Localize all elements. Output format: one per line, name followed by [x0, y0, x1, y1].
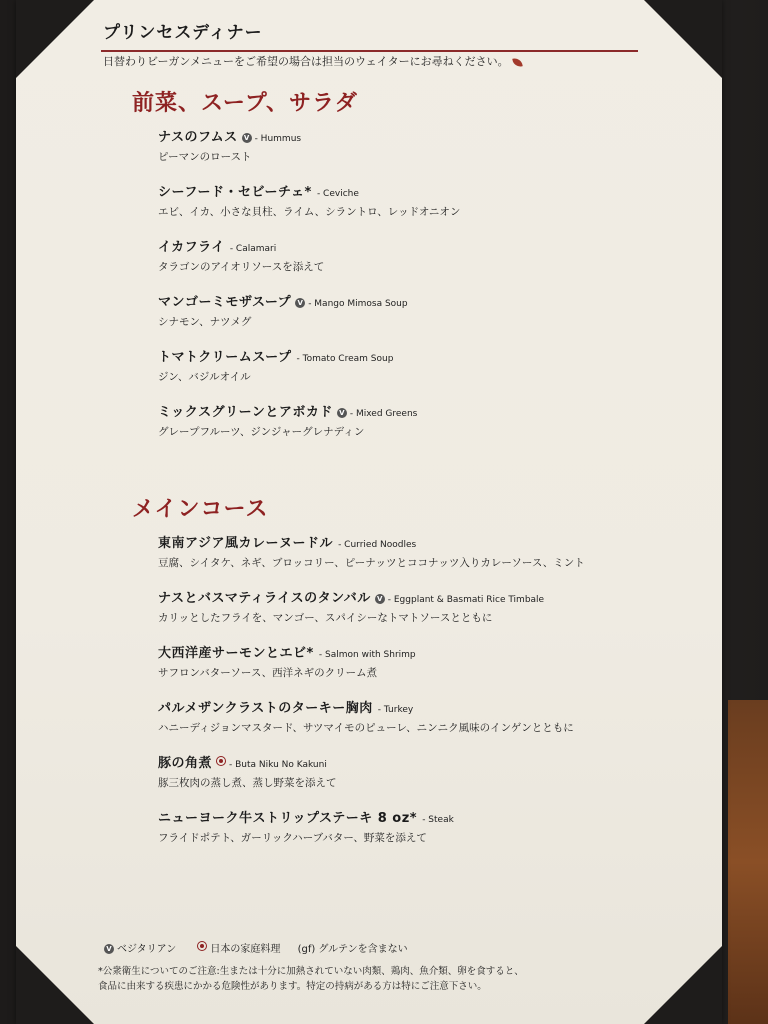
appetizers-list	[158, 127, 678, 457]
menu-item-english-name: - Buta Niku No Kakuni	[229, 760, 327, 770]
menu-item-title-row	[158, 808, 678, 829]
menu-item-title-row	[158, 182, 678, 203]
section-title-mains: メインコース	[132, 497, 269, 522]
menu-item-title-row	[158, 347, 678, 368]
folder-corner-top-left	[16, 0, 94, 78]
vegetarian-icon: V	[295, 298, 305, 308]
menu-item-title-row	[158, 533, 678, 554]
menu-item-description: シナモン、ナツメグ	[158, 316, 252, 328]
legend-japanese: 日本の家庭料理	[210, 944, 281, 955]
menu-item-description: 豚三枚肉の蒸し煮、蒸し野菜を添えて	[158, 777, 337, 789]
menu-item-description: ピーマンのロースト	[158, 151, 252, 163]
menu-item-name: 豚の角煮	[158, 756, 213, 771]
legend	[100, 940, 422, 955]
vegetarian-icon: V	[337, 408, 347, 418]
folder-corner-top-right	[644, 0, 722, 78]
menu-item-name: ニューヨーク牛ストリップステーキ 8 oz*	[158, 811, 418, 826]
menu-item-title-row	[158, 643, 678, 664]
menu-item-name: ナスとバスマティライスのタンバル	[158, 591, 371, 606]
menu-item-title-row	[158, 588, 678, 609]
menu-item	[158, 292, 678, 347]
menu-item	[158, 698, 678, 753]
menu-item-english-name: - Hummus	[254, 134, 302, 144]
folder-corner-bottom-right	[644, 946, 722, 1024]
menu-item-description: ジン、バジルオイル	[158, 371, 251, 383]
menu-item-title-row	[158, 698, 678, 719]
menu-item	[158, 808, 678, 863]
menu-item-english-name: - Steak	[422, 815, 454, 825]
japanese-dish-icon	[216, 756, 226, 766]
vegetarian-icon: V	[242, 133, 252, 143]
menu-item-title-row	[158, 402, 678, 423]
menu-item-description: サフロンバターソース、西洋ネギのクリーム煮	[158, 667, 378, 679]
menu-item	[158, 753, 678, 808]
menu-item-name: 大西洋産サーモンとエビ*	[158, 646, 314, 661]
menu-item-description: グレープフルーツ、ジンジャーグレナディン	[158, 426, 365, 438]
mains-list	[158, 533, 678, 863]
menu-item	[158, 643, 678, 698]
leaf-icon	[512, 57, 522, 67]
menu-item-name: マンゴーミモザスープ	[158, 295, 292, 310]
menu-item-english-name: - Tomato Cream Soup	[296, 354, 394, 364]
section-title-appetizers: 前菜、スープ、サラダ	[132, 91, 358, 116]
footnote-line-2: 食品に由来する疾患にかかる危険性があります。特定の持病がある方は特にご注意下さい。	[98, 981, 487, 992]
menu-item-name: イカフライ	[158, 240, 225, 255]
menu-item-english-name: - Mango Mimosa Soup	[308, 299, 408, 309]
menu-item-name: シーフード・セビーチェ*	[158, 185, 312, 200]
title-divider	[101, 50, 638, 52]
menu-item	[158, 127, 678, 182]
menu-item-english-name: - Ceviche	[316, 189, 359, 199]
folder-corner-bottom-left	[16, 946, 94, 1024]
menu-item-title-row	[158, 753, 678, 774]
vegetarian-icon: V	[104, 944, 114, 954]
legend-gluten-free: (gf) グルテンを含まない	[297, 944, 408, 955]
menu-item-english-name: - Mixed Greens	[349, 409, 418, 419]
vegan-note	[103, 53, 522, 69]
menu-item-name: ミックスグリーンとアボカド	[158, 405, 333, 420]
menu-item-english-name: - Salmon with Shrimp	[318, 650, 416, 660]
menu-item-description: カリッとしたフライを、マンゴー、スパイシーなトマトソースとともに	[158, 612, 493, 624]
menu-item-english-name: - Eggplant & Basmati Rice Timbale	[387, 595, 545, 605]
menu-item-name: パルメザンクラストのターキー胸肉	[158, 701, 373, 716]
menu-item-description: タラゴンのアイオリソースを添えて	[158, 261, 325, 273]
legend-vegetarian: ベジタリアン	[117, 944, 177, 955]
menu-item-name: トマトクリームスープ	[158, 350, 292, 365]
japanese-dish-icon	[197, 941, 207, 951]
menu-title: プリンセスディナー	[103, 23, 263, 43]
vegetarian-icon: V	[375, 594, 385, 604]
menu-item-name: ナスのフムス	[158, 130, 238, 145]
menu-item	[158, 402, 678, 457]
menu-item-description: フライドポテト、ガーリックハーブバター、野菜を添えて	[158, 832, 427, 844]
menu-item-name: 東南アジア風カレーヌードル	[158, 536, 333, 551]
menu-item-title-row	[158, 127, 678, 148]
menu-item-english-name: - Curried Noodles	[338, 540, 417, 550]
menu-item-description: 豆腐、シイタケ、ネギ、ブロッコリー、ピーナッツとココナッツ入りカレーソース、ミント	[158, 557, 585, 569]
menu-item	[158, 588, 678, 643]
menu-item	[158, 182, 678, 237]
menu-item-description: ハニーディジョンマスタード、サツマイモのピューレ、ニンニク風味のインゲンとともに	[158, 722, 574, 734]
menu-item	[158, 533, 678, 588]
vegan-note-text: 日替わりビーガンメニューをご希望の場合は担当のウェイターにお尋ねください。	[103, 55, 509, 68]
menu-item-description: エビ、イカ、小さな貝柱、ライム、シラントロ、レッドオニオン	[158, 206, 461, 218]
menu-item-english-name: - Calamari	[229, 244, 277, 254]
menu-item-title-row	[158, 292, 678, 313]
menu-item	[158, 347, 678, 402]
wooden-table	[728, 700, 768, 1024]
menu-item	[158, 237, 678, 292]
menu-item-english-name: - Turkey	[377, 705, 414, 715]
menu-item-title-row	[158, 237, 678, 258]
health-footnote	[98, 964, 524, 994]
footnote-line-1: *公衆衛生についてのご注意:生または十分に加熱されていない肉類、鶏肉、魚介類、卵を食すると、	[98, 966, 524, 977]
